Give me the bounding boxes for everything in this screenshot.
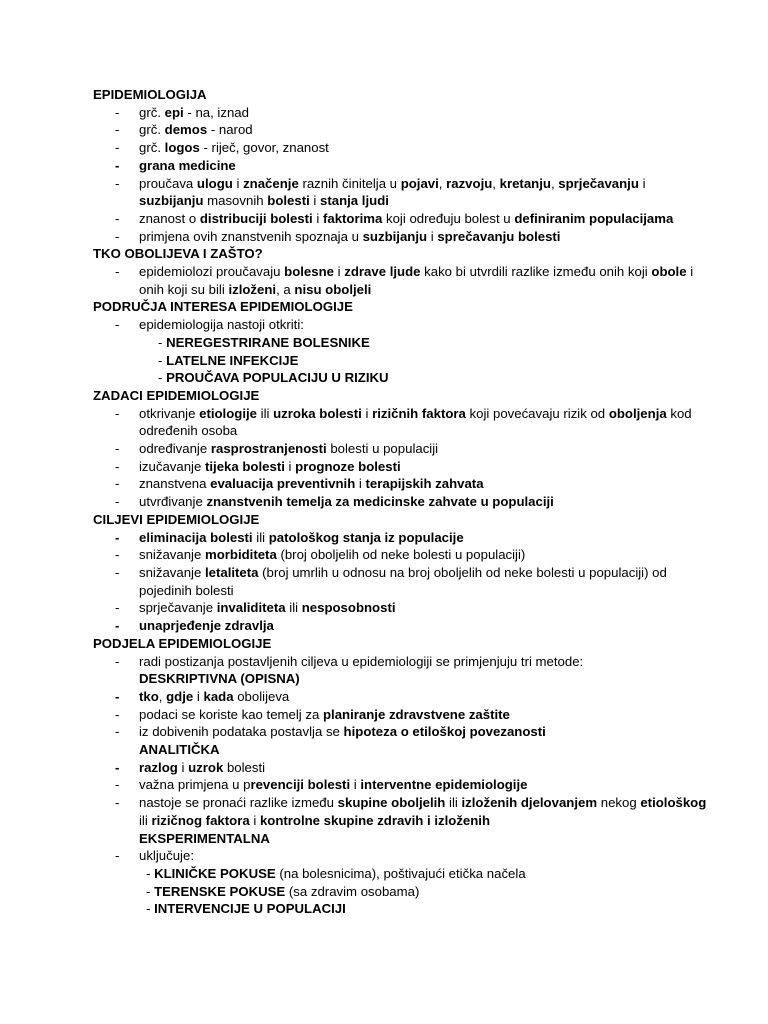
bullet-dash: - — [115, 317, 120, 333]
bold-text: ANALITIČKA — [139, 742, 220, 758]
text-run: koji određuju bolest u — [382, 210, 515, 226]
text-run: i — [427, 228, 438, 244]
sub-list-item — [93, 865, 713, 883]
section-podjela-epidemiologije — [93, 635, 713, 918]
list-item — [93, 723, 713, 741]
section-heading: PODJELA EPIDEMIOLOGIJE — [93, 635, 272, 651]
text-run: radi postizanja postavljenih ciljeva u epidemiologiji se primjenjuju tri metode: — [139, 653, 584, 669]
bold-text: prognoze bolesti — [295, 458, 401, 474]
sub-list-item — [93, 369, 713, 387]
bullet-dash: - — [115, 140, 120, 156]
section-heading: PODRUČJA INTERESA EPIDEMIOLOGIJE — [93, 299, 353, 315]
method-heading — [93, 741, 713, 759]
list-item — [93, 546, 713, 564]
bold-text: distribuciji bolesti — [199, 210, 313, 226]
bullet-dash: - — [115, 564, 120, 580]
text-run: i — [350, 777, 361, 793]
text-run: i — [638, 175, 646, 191]
text-run: ili — [445, 795, 462, 811]
section-epidemiologija — [93, 86, 713, 245]
list-item — [93, 157, 713, 175]
bullet-dash: - — [115, 618, 120, 634]
section-heading: EPIDEMIOLOGIJA — [93, 87, 207, 102]
bold-text: nesposobnosti — [301, 600, 396, 616]
text-run: , a — [276, 281, 295, 297]
bullet-dash: - — [115, 777, 120, 793]
list-item — [93, 316, 713, 334]
list-item — [93, 776, 713, 794]
bold-text: grana medicine — [139, 157, 236, 173]
bullet-dash: - — [115, 405, 120, 421]
bullet-dash: - — [115, 547, 120, 563]
bold-text: etiološkog — [640, 795, 707, 811]
text-run: masovnih — [203, 193, 268, 209]
bold-text: tko — [139, 688, 159, 704]
bold-text: uzroka bolesti — [273, 405, 362, 421]
list-item-text — [139, 776, 713, 794]
text-run: - narod — [207, 122, 253, 138]
bold-text: unaprjeđenje zdravlja — [139, 618, 274, 634]
text-run: - — [146, 901, 155, 917]
text-run: i — [177, 759, 189, 775]
bullet-dash: - — [115, 706, 120, 722]
text-run: snižavanje — [139, 547, 205, 563]
text-run: (broj oboljelih od neke bolesti u populaciji) — [276, 547, 526, 563]
list-item-text — [139, 706, 713, 724]
list-item — [93, 847, 713, 865]
bold-text: definiranim populacijama — [514, 210, 674, 226]
bullet-dash: - — [115, 600, 120, 616]
bold-text: razlog — [139, 759, 178, 775]
text-run: i — [334, 264, 345, 280]
bold-text: oboljenja — [608, 405, 667, 421]
bold-text: faktorima — [322, 210, 383, 226]
list-item-text — [139, 653, 713, 671]
bold-text: letaliteta — [204, 564, 259, 580]
text-run: - — [158, 370, 167, 386]
bold-text: uzrok — [188, 759, 224, 775]
list-item-text — [139, 564, 713, 599]
bold-text: evaluacija preventivnih — [210, 476, 356, 492]
list-item — [93, 440, 713, 458]
text-run: grč. — [139, 122, 165, 138]
list-item — [93, 759, 713, 777]
bullet-dash: - — [115, 653, 120, 669]
bullet-dash: - — [115, 441, 120, 457]
bold-text: bolesti — [267, 193, 310, 209]
text-run: i onih koji su bili — [139, 264, 694, 297]
list-item — [93, 104, 713, 122]
bold-text: gdje — [166, 688, 194, 704]
section-heading: ZADACI EPIDEMIOLOGIJE — [93, 387, 260, 403]
section-ciljevi-epidemiologije — [93, 511, 713, 635]
list-item-text — [139, 316, 713, 334]
bold-text: etiologije — [199, 405, 257, 421]
text-run: , — [158, 688, 167, 704]
bold-text: suzbijanju — [139, 193, 204, 209]
list-item — [93, 794, 713, 829]
bullet-dash: - — [115, 724, 120, 740]
bold-text: bolesne — [284, 264, 334, 280]
bold-text: ulogu — [196, 175, 233, 191]
text-run: podaci se koriste kao temelj za — [139, 706, 323, 722]
list-item — [93, 653, 713, 671]
text-run: - — [146, 883, 155, 899]
text-run: ili — [285, 600, 302, 616]
text-run: grč. — [139, 104, 165, 120]
list-item-text — [139, 759, 713, 777]
list-item — [93, 175, 713, 210]
list-item — [93, 139, 713, 157]
bold-text: hipoteza o etiloškoj povezanosti — [343, 724, 546, 740]
bullet-dash: - — [115, 458, 120, 474]
sub-list-item — [93, 334, 713, 352]
list-item — [93, 405, 713, 440]
bold-text: nisu oboljeli — [294, 281, 372, 297]
text-run: i — [312, 210, 323, 226]
text-run: , — [438, 175, 447, 191]
text-run: proučava — [139, 175, 197, 191]
text-run: izučavanje — [139, 458, 205, 474]
text-run: i — [232, 175, 244, 191]
text-run: i — [361, 405, 373, 421]
bold-text: invaliditeta — [216, 600, 286, 616]
bold-text: rizičnog faktora — [151, 812, 250, 828]
text-run: (broj umrlih u odnosu na broj oboljelih od neke bolesti u populaciji) od pojedinih bolesti — [139, 564, 667, 598]
bold-text: demos — [164, 122, 208, 138]
bullet-dash: - — [115, 848, 120, 864]
method-heading — [93, 830, 713, 848]
method-heading — [93, 670, 713, 688]
section-heading: CILJEVI EPIDEMIOLOGIJE — [93, 511, 260, 527]
text-run: znanost o — [139, 210, 200, 226]
text-run: i — [193, 688, 204, 704]
text-run: ili — [139, 812, 152, 828]
list-item — [93, 493, 713, 511]
list-item — [93, 529, 713, 547]
text-run: određivanje — [139, 441, 211, 457]
text-run: kako bi utvrdili razlike između onih koji — [420, 264, 652, 280]
list-item-text — [139, 440, 713, 458]
bullet-dash: - — [115, 476, 120, 492]
text-run: bolesti u populaciji — [326, 441, 439, 457]
bold-text: suzbijanju — [362, 228, 428, 244]
text-run: , — [550, 175, 559, 191]
sub-list-item — [93, 900, 713, 918]
list-item-text — [139, 546, 713, 564]
list-item-text — [139, 157, 713, 175]
text-run: ili — [257, 405, 274, 421]
bold-text: INTERVENCIJE U POPULACIJI — [154, 901, 346, 917]
list-item-text — [139, 210, 713, 228]
bullet-dash: - — [115, 104, 120, 120]
bold-text: značenje — [243, 175, 299, 191]
list-item — [93, 228, 713, 246]
bold-text: revenciji bolesti — [250, 777, 351, 793]
bold-text: tijeka bolesti — [204, 458, 285, 474]
text-run: i — [355, 476, 366, 492]
bold-text: planiranje zdravstvene zaštite — [322, 706, 510, 722]
list-item — [93, 121, 713, 139]
text-run: obolijeva — [233, 688, 290, 704]
list-item-text — [139, 493, 713, 511]
list-item — [93, 599, 713, 617]
bold-text: rizičnih faktora — [372, 405, 466, 421]
text-run: i — [309, 193, 321, 209]
bold-text: morbiditeta — [204, 547, 277, 563]
bold-text: skupine oboljelih — [337, 795, 446, 811]
text-run: nekog — [597, 795, 641, 811]
bold-text: KLINIČKE POKUSE — [154, 865, 276, 881]
text-run: - na, iznad — [183, 104, 249, 120]
list-item-text — [139, 599, 713, 617]
bold-text: zdrave ljude — [344, 264, 421, 280]
text-run: kod određenih osoba — [139, 405, 692, 439]
bullet-dash: - — [115, 795, 120, 811]
sub-list-item — [93, 352, 713, 370]
section-zadaci-epidemiologije — [93, 387, 713, 511]
text-run: (sa zdravim osobama) — [285, 883, 420, 899]
list-item-text — [139, 121, 713, 139]
bold-text: rasprostranjenosti — [210, 441, 327, 457]
text-run: znanstvena — [139, 476, 211, 492]
bullet-dash: - — [115, 688, 120, 704]
list-item-text — [139, 688, 713, 706]
bold-text: TERENSKE POKUSE — [154, 883, 286, 899]
text-run: , — [492, 175, 500, 191]
list-item-text — [139, 104, 713, 122]
bold-text: EKSPERIMENTALNA — [139, 830, 270, 846]
text-run: bolesti — [223, 759, 266, 775]
list-item — [93, 210, 713, 228]
text-run: - riječ, govor, znanost — [199, 140, 329, 156]
bullet-dash: - — [115, 529, 120, 545]
text-run: važna primjena u p — [139, 777, 251, 793]
text-run: - — [146, 865, 155, 881]
text-run: - — [158, 352, 167, 368]
bold-text: kretanju — [499, 175, 551, 191]
text-run: (na bolesnicima), poštivajući etička načela — [275, 865, 526, 881]
bullet-dash: - — [115, 759, 120, 775]
list-item — [93, 458, 713, 476]
text-run: nastoje se pronaći razlike između — [139, 795, 338, 811]
bullet-dash: - — [115, 210, 120, 226]
text-run: - — [158, 334, 167, 350]
list-item-text — [139, 475, 713, 493]
text-run: iz dobivenih podataka postavlja se — [139, 724, 344, 740]
list-item-text — [139, 263, 713, 298]
list-item — [93, 475, 713, 493]
list-item-text — [139, 847, 713, 865]
bold-text: pojavi — [400, 175, 439, 191]
bullet-dash: - — [115, 264, 120, 280]
bold-text: DESKRIPTIVNA (OPISNA) — [139, 671, 300, 687]
bold-text: izloženi — [228, 281, 277, 297]
bold-text: kontrolne skupine zdravih i izloženih — [259, 812, 491, 828]
bold-text: LATELNE INFEKCIJE — [166, 352, 299, 368]
text-run: raznih činitelja u — [298, 175, 401, 191]
bold-text: razvoju — [446, 175, 493, 191]
bold-text: znanstvenih temelja za medicinske zahvate u populaciji — [206, 494, 554, 510]
bold-text: sprječavanju — [558, 175, 639, 191]
bullet-dash: - — [115, 228, 120, 244]
list-item-text — [139, 529, 713, 547]
list-item-text — [139, 405, 713, 440]
bullet-dash: - — [115, 494, 120, 510]
bold-text: kada — [203, 688, 234, 704]
section-heading: TKO OBOLIJEVA I ZAŠTO? — [93, 246, 263, 262]
text-run: epidemiologija nastoji otkriti: — [139, 317, 304, 333]
bold-text: interventne epidemiologije — [360, 777, 528, 793]
text-run: sprječavanje — [139, 600, 217, 616]
bold-text: izloženih djelovanjem — [461, 795, 598, 811]
list-item — [93, 706, 713, 724]
text-run: epidemiolozi proučavaju — [139, 264, 285, 280]
bold-text: PROUČAVA POPULACIJU U RIZIKU — [166, 370, 389, 386]
list-item-text — [139, 458, 713, 476]
list-item-text — [139, 617, 713, 635]
bold-text: NEREGESTRIRANE BOLESNIKE — [166, 334, 370, 350]
list-item-text — [139, 794, 713, 829]
list-item — [93, 564, 713, 599]
text-run: ili — [252, 529, 269, 545]
text-run: koji povećavaju rizik od — [465, 405, 609, 421]
bold-text: logos — [164, 140, 200, 156]
text-run: i — [249, 812, 260, 828]
text-run: snižavanje — [139, 564, 205, 580]
bold-text: epi — [164, 104, 184, 120]
bold-text: terapijskih zahvata — [365, 476, 484, 492]
bold-text: patološkog stanja iz populacije — [268, 529, 464, 545]
bold-text: eliminacija bolesti — [139, 529, 253, 545]
bold-text: stanja ljudi — [320, 193, 389, 209]
section-tko-obolijeva-i-zas-to — [93, 245, 713, 298]
text-run: otkrivanje — [139, 405, 200, 421]
list-item — [93, 617, 713, 635]
bullet-dash: - — [115, 122, 120, 138]
bullet-dash: - — [115, 175, 120, 191]
list-item-text — [139, 175, 713, 210]
bold-text: sprečavanju bolesti — [437, 228, 561, 244]
text-run: uključuje: — [139, 848, 194, 864]
sub-list-item — [93, 883, 713, 901]
list-item-text — [139, 139, 713, 157]
list-item — [93, 688, 713, 706]
text-run: primjena ovih znanstvenih spoznaja u — [139, 228, 363, 244]
bullet-dash: - — [115, 157, 120, 173]
section-podruc-ja-interesa-epidemiologije — [93, 298, 713, 387]
list-item-text — [139, 723, 713, 741]
list-item-text — [139, 228, 713, 246]
text-run: grč. — [139, 140, 165, 156]
text-run: i — [284, 458, 296, 474]
bold-text: obole — [651, 264, 687, 280]
text-run: utvrđivanje — [139, 494, 207, 510]
list-item — [93, 263, 713, 298]
